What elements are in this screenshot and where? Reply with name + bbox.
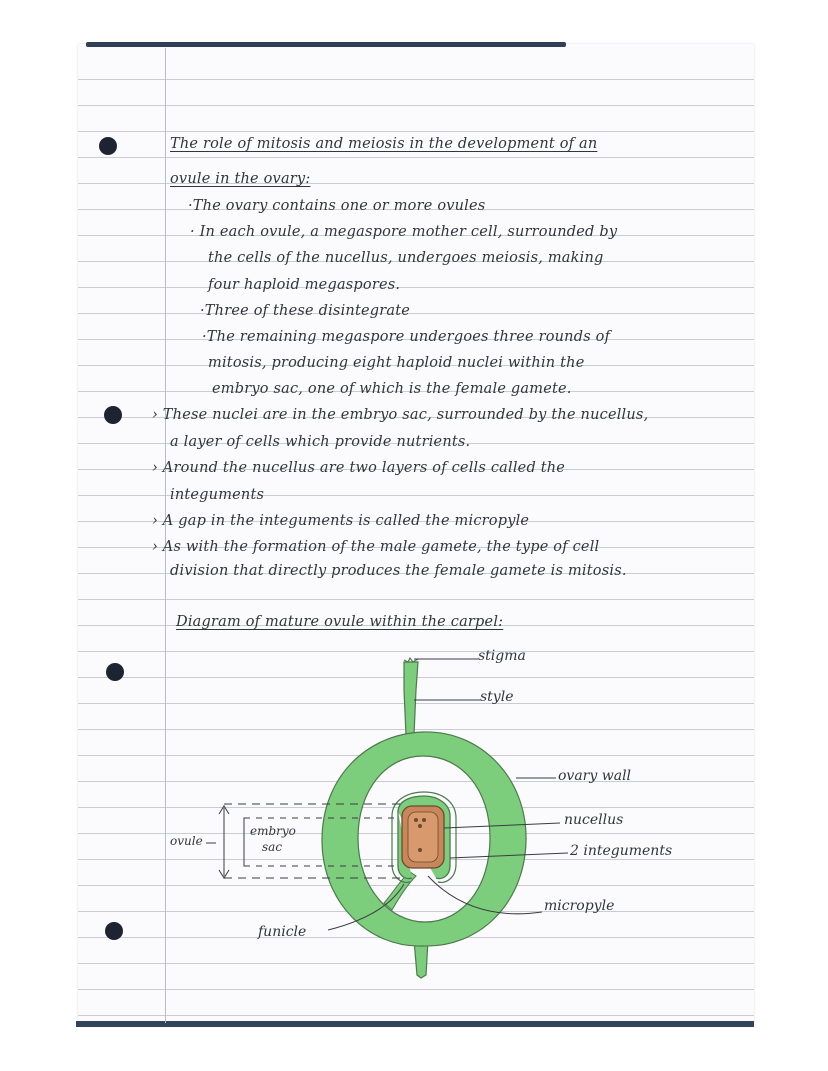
label-funicle: funicle (258, 924, 307, 940)
point-line: › As with the formation of the male gamete, the type of cell (152, 539, 600, 555)
point-line: › A gap in the integuments is called the micropyle (152, 513, 530, 529)
heading-line-2: ovule in the ovary: (170, 171, 311, 187)
diagram-title: Diagram of mature ovule within the carpel: (176, 614, 504, 630)
bullet-line: ·The remaining megaspore undergoes three rounds of (202, 329, 611, 345)
bullet-line: four haploid megaspores. (208, 277, 401, 293)
bullet-line: ·Three of these disintegrate (200, 303, 411, 319)
point-line: › These nuclei are in the embryo sac, surrounded by the nucellus, (152, 407, 649, 423)
label-integuments: 2 integuments (570, 843, 673, 859)
bullet-line: mitosis, producing eight haploid nuclei within the (208, 355, 585, 371)
label-sac: sac (262, 840, 283, 854)
bullet-line: · In each ovule, a megaspore mother cell, surrounded by (190, 224, 618, 240)
bullet-line: the cells of the nucellus, undergoes meiosis, making (208, 250, 604, 266)
heading-line-1: The role of mitosis and meiosis in the development of an (170, 136, 598, 152)
label-micropyle: micropyle (544, 898, 615, 914)
label-ovule: ovule (170, 834, 203, 848)
bullet-line: ·The ovary contains one or more ovules (188, 198, 486, 214)
label-style: style (480, 689, 514, 705)
label-ovary-wall: ovary wall (558, 768, 632, 784)
label-embryo: embryo (250, 824, 296, 838)
point-line: integuments (170, 487, 265, 503)
point-line: a layer of cells which provide nutrients. (170, 434, 471, 450)
label-nucellus: nucellus (564, 812, 624, 828)
style-stalk (404, 662, 418, 735)
point-line: › Around the nucellus are two layers of cells called the (152, 460, 566, 476)
bullet-line: embryo sac, one of which is the female gamete. (212, 381, 572, 397)
label-stigma: stigma (478, 648, 526, 664)
point-line: division that directly produces the female gamete is mitosis. (170, 563, 627, 579)
